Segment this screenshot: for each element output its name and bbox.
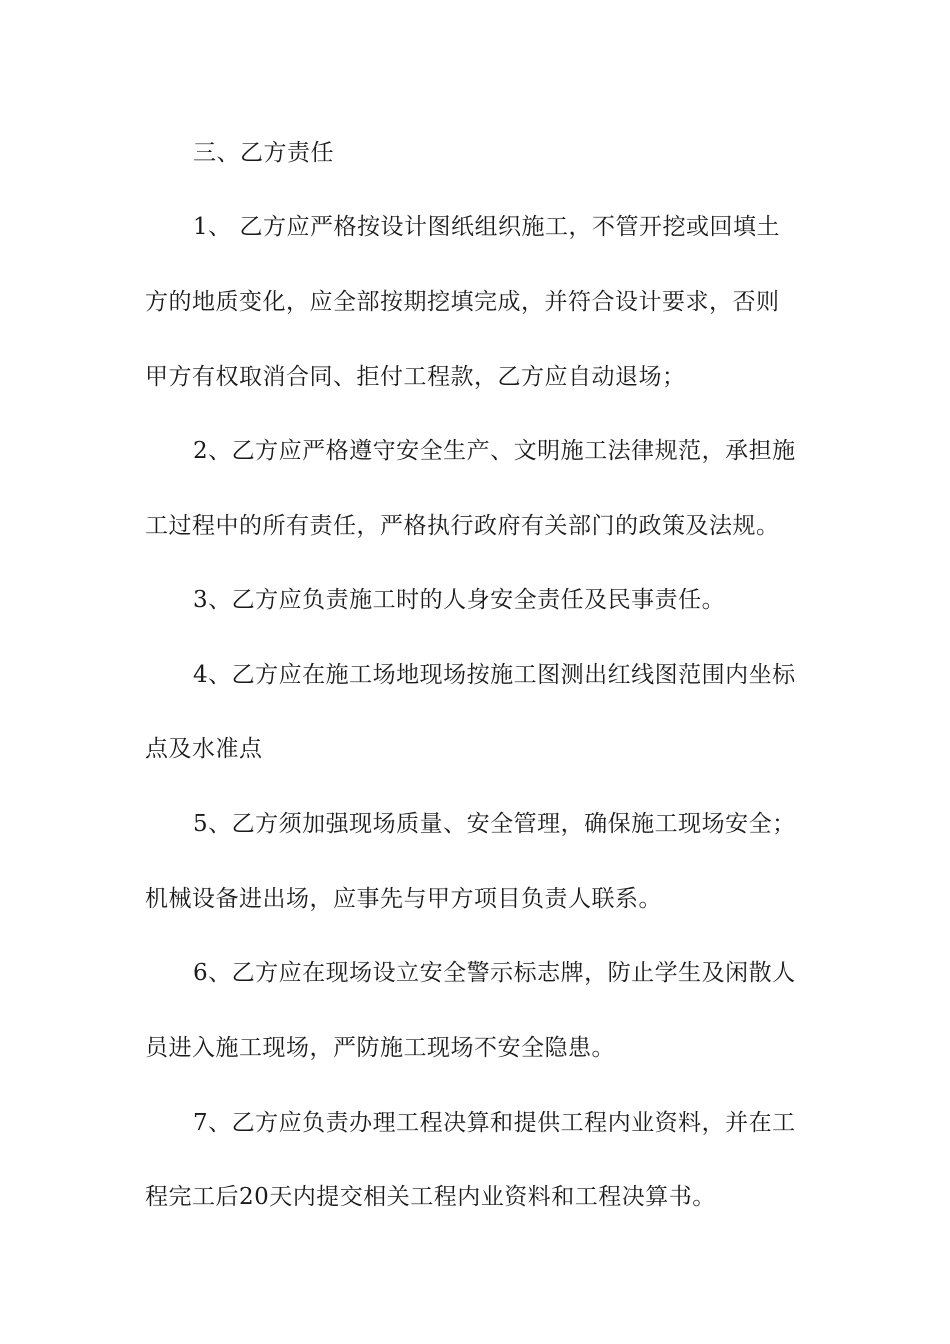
clause-line: 4、乙方应在施工场地现场按施工图测出红线图范围内坐标 [193, 662, 796, 688]
clause-line: 工过程中的所有责任，严格执行政府有关部门的政策及法规。 [145, 513, 780, 539]
clause-line: 5、乙方须加强现场质量、安全管理，确保施工现场安全； [193, 811, 796, 837]
clause-line: 1、 乙方应严格按设计图纸组织施工，不管开挖或回填土 [193, 214, 780, 240]
clause-line: 3、乙方应负责施工时的人身安全责任及民事责任。 [193, 587, 726, 613]
clause-line: 机械设备进出场，应事先与甲方项目负责人联系。 [145, 886, 662, 912]
clause-line: 方的地质变化，应全部按期挖填完成，并符合设计要求，否则 [145, 289, 780, 315]
section-heading: 三、乙方责任 [193, 140, 334, 166]
clause-line: 7、乙方应负责办理工程决算和提供工程内业资料，并在工 [193, 1110, 796, 1136]
clause-line: 程完工后20天内提交相关工程内业资料和工程决算书。 [145, 1184, 716, 1210]
clause-line: 6、乙方应在现场设立安全警示标志牌，防止学生及闲散人 [193, 960, 796, 986]
clause-line: 甲方有权取消合同、拒付工程款，乙方应自动退场； [145, 364, 686, 390]
clause-line: 员进入施工现场，严防施工现场不安全隐患。 [145, 1035, 615, 1061]
clause-line: 点及水准点 [145, 736, 263, 762]
clause-line: 2、乙方应严格遵守安全生产、文明施工法律规范，承担施 [193, 438, 796, 464]
